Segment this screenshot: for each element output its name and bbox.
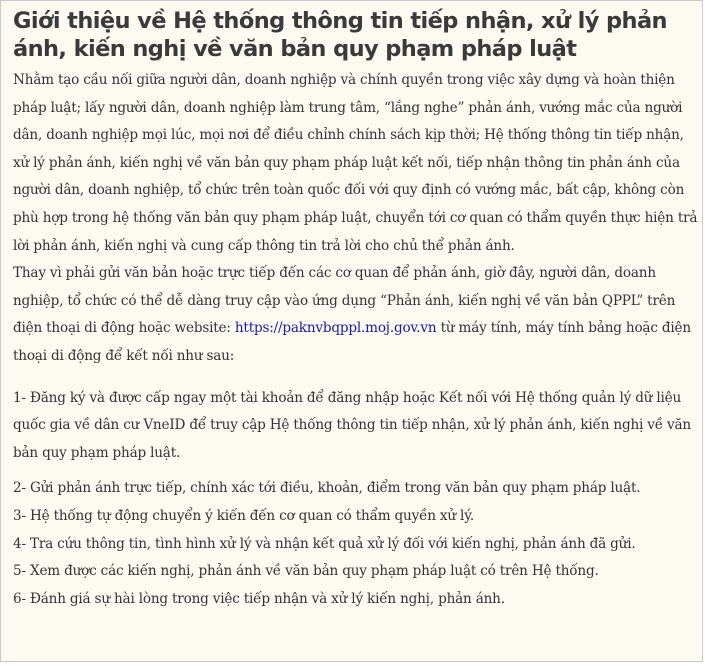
intro-paragraph-2-tail: từ máy tính, máy tính bảng hoặc điện thoại di động để kết nối như sau:	[13, 320, 691, 364]
step-item-3: 3- Hệ thống tự động chuyển ý kiến đến cơ quan có thẩm quyền xử lý.	[13, 507, 475, 524]
step-item-4: 4- Tra cứu thông tin, tình hình xử lý và nhận kết quả xử lý đối với kiến nghị, phản ánh đã gửi.	[13, 535, 636, 552]
step-item-5: 5- Xem được các kiến nghị, phản ánh về văn bản quy phạm pháp luật có trên Hệ thống.	[13, 563, 599, 580]
step-item-6: 6- Đánh giá sự hài lòng trong việc tiếp nhận và xử lý kiến nghị, phản ánh.	[13, 590, 505, 607]
page-title: Giới thiệu về Hệ thống thông tin tiếp nhận, xử lý phản ánh, kiến nghị về văn bản quy phạm pháp luật	[13, 8, 667, 62]
intro-body	[13, 67, 703, 613]
step-item-2: 2- Gửi phản ánh trực tiếp, chính xác tới điều, khoản, điểm trong văn bản quy phạm pháp luật.	[13, 480, 641, 497]
step-item-1: 1- Đăng ký và được cấp ngay một tài khoản để đăng nhập hoặc Kết nối với Hệ thống quản lý dữ liệu quốc gia về dân cư VneID để truy cập Hệ thống thông tin tiếp nhận, xử lý phản ánh, kiến nghị về văn bản quy phạm pháp luật.	[13, 389, 691, 461]
steps-list	[13, 385, 703, 614]
intro-paragraph-2	[13, 260, 703, 370]
intro-paragraph-1: Nhằm tạo cầu nối giữa người dân, doanh nghiệp và chính quyền trong việc xây dựng và hoàn thiện pháp luật; lấy người dân, doanh nghiệp làm trung tâm, “lắng nghe” phản ánh, vướng mắc của người dân, doanh nghiệp mọi lúc, mọi nơi để điều chỉnh chính sách kịp thời; Hệ thống thông tin tiếp nhận, xử lý phản ánh, kiến nghị về văn bản quy phạm pháp luật kết nối, tiếp nhận thông tin phản ánh của người dân, doanh nghiệp, tổ chức trên toàn quốc đối với quy định có vướng mắc, bất cập, không còn phù hợp trong hệ thống văn bản quy phạm pháp luật, chuyển tới cơ quan có thẩm quyền thực hiện trả lời phản ánh, kiến nghị và cung cấp thông tin trả lời cho chủ thể phản ánh.	[13, 72, 698, 254]
website-link[interactable]: https://paknvbqppl.moj.gov.vn	[234, 320, 437, 337]
intro-paragraph-2-text: Thay vì phải gửi văn bản hoặc trực tiếp đến các cơ quan để phản ánh, giờ đây, người dân, doanh nghiệp, tổ chức có thể dễ dàng truy cập vào ứng dụng “Phản ánh, kiến nghị về văn bản QPPL” trên điện thoại di động hoặc website:	[13, 265, 676, 337]
